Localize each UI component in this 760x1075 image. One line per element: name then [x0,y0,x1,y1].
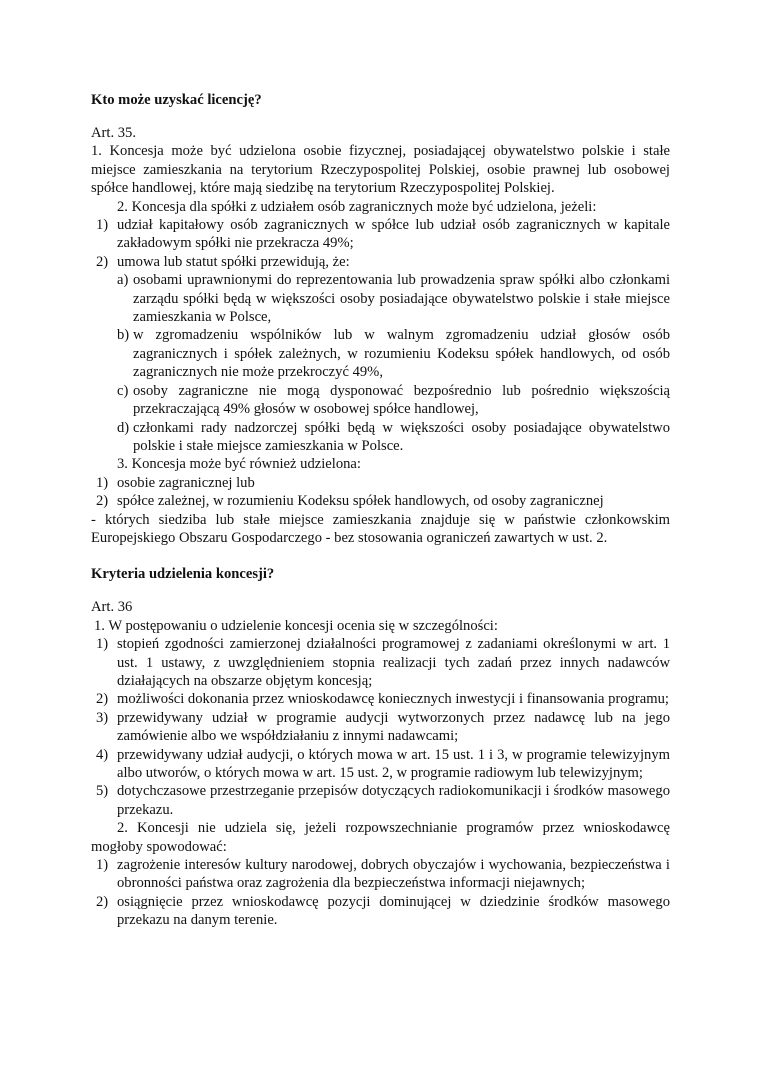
list-item [91,216,670,253]
sub-list-item [117,382,670,419]
document-page [91,91,670,930]
section-heading: Kryteria udzielenia koncesji? [91,566,275,583]
item-text: umowa lub statut spółki przewidują, że: [117,253,350,270]
item-text: osobami uprawnionymi do reprezentowania lub prowadzenia spraw spółki albo członkami zarządu spółki będą w większości osoby posiadające obywatelstwo polskie i stałe miejsce zamieszkania w Polsce, [133,272,670,326]
item-text: osobie zagranicznej lub [117,474,255,491]
list-item [91,709,670,746]
item-label: d) [117,419,130,436]
paragraph: - których siedziba lub stałe miejsce zamieszkania znajduje się w państwie członkowskim Europejskiego Obszaru Gospodarczego - bez stosowania ograniczeń zawartych w ust. 2. [91,511,670,546]
list-item [91,856,670,893]
item-label: c) [117,382,129,399]
item-label: 1) [96,636,109,653]
list-item [91,492,670,510]
paragraph: 1. Koncesja może być udzielona osobie fizycznej, posiadającej obywatelstwo polskie i stałe miejsce zamieszkania na terytorium Rzeczypospolitej Polskiej, osobie prawnej lub osobowej spółce handlowej, które mają siedzibę na terytorium Rzeczypospolitej Polskiej. [91,143,670,197]
item-label: 2) [96,493,109,510]
item-text: spółce zależnej, w rozumieniu Kodeksu spółek handlowych, od osoby zagranicznej [117,493,604,510]
list-item [91,746,670,783]
list-item [91,253,670,271]
sub-list-item [117,419,670,456]
list-item [91,782,670,819]
paragraph: 1. W postępowaniu o udzielenie koncesji ocenia się w szczególności: [94,617,498,634]
item-text: zagrożenie interesów kultury narodowej, dobrych obyczajów i wychowania, bezpieczeństwa i obronności państwa oraz zagrożenia dla bezpieczeństwa informacji niejawnych; [117,857,670,892]
paragraph: 3. Koncesja może być również udzielona: [117,456,361,473]
item-text: członkami rady nadzorczej spółki będą w większości osoby posiadające obywatelstwo polskie i stałe miejsce zamieszkania w Polsce. [133,419,670,454]
article-number: Art. 36 [91,599,133,616]
item-label: b) [117,327,130,344]
item-label: 1) [96,474,109,491]
list-item [91,690,670,708]
article-number: Art. 35. [91,125,136,141]
paragraph: 2. Koncesji nie udziela się, jeżeli rozpowszechnianie programów przez wnioskodawcę mogłoby spowodować: [91,820,670,855]
paragraph: 2. Koncesja dla spółki z udziałem osób zagranicznych może być udzielona, jeżeli: [117,198,597,215]
sub-list-item [117,271,670,326]
item-text: możliwości dokonania przez wnioskodawcę koniecznych inwestycji i finansowania programu; [117,691,669,708]
item-label: 4) [96,746,109,763]
item-text: stopień zgodności zamierzonej działalności programowej z zadaniami określonymi w art. 1 ust. 1 ustawy, z uwzględnieniem stopnia realizacji tych zadań przez innych nadawców działających na obszarze objętym koncesją; [117,636,670,689]
item-label: 1) [96,217,109,234]
item-label: 2) [96,893,109,910]
item-text: w zgromadzeniu wspólników lub w walnym zgromadzeniu udział głosów osób zagranicznych i spółek zależnych, w rozumieniu Kodeksu spółek handlowych, od osób zagranicznych nie może przekroczyć 49%, [133,327,670,381]
item-label: 5) [96,783,109,800]
item-text: przewidywany udział audycji, o których mowa w art. 15 ust. 1 i 3, w programie telewizyjnym albo utworów, o których mowa w art. 15 ust. 2, w programie radiowym lub telewizyjnym; [117,746,670,781]
item-label: a) [117,272,129,289]
list-item [91,635,670,690]
item-label: 1) [96,857,109,874]
item-text: udział kapitałowy osób zagranicznych w spółce lub udział osób zagranicznych w kapitale zakładowym spółki nie przekracza 49%; [117,217,670,252]
list-item [91,474,670,492]
item-text: osiągnięcie przez wnioskodawcę pozycji dominującej w dziedzinie środków masowego przekazu na danym terenie. [117,893,670,929]
item-text: dotychczasowe przestrzeganie przepisów dotyczących radiokomunikacji i środków masowego przekazu. [117,783,670,818]
item-text: przewidywany udział w programie audycji wytworzonych przez nadawcę lub na jego zamówienie albo we współdziałaniu z innymi nadawcami; [117,709,670,745]
item-label: 2) [96,691,109,708]
item-label: 2) [96,253,109,270]
item-label: 3) [96,709,109,726]
section-heading: Kto może uzyskać licencję? [91,92,262,108]
list-item [91,893,670,930]
sub-list-item [117,326,670,381]
item-text: osoby zagraniczne nie mogą dysponować bezpośrednio lub pośrednio większością przekraczającą 49% głosów w osobowej spółce handlowej, [133,382,670,418]
